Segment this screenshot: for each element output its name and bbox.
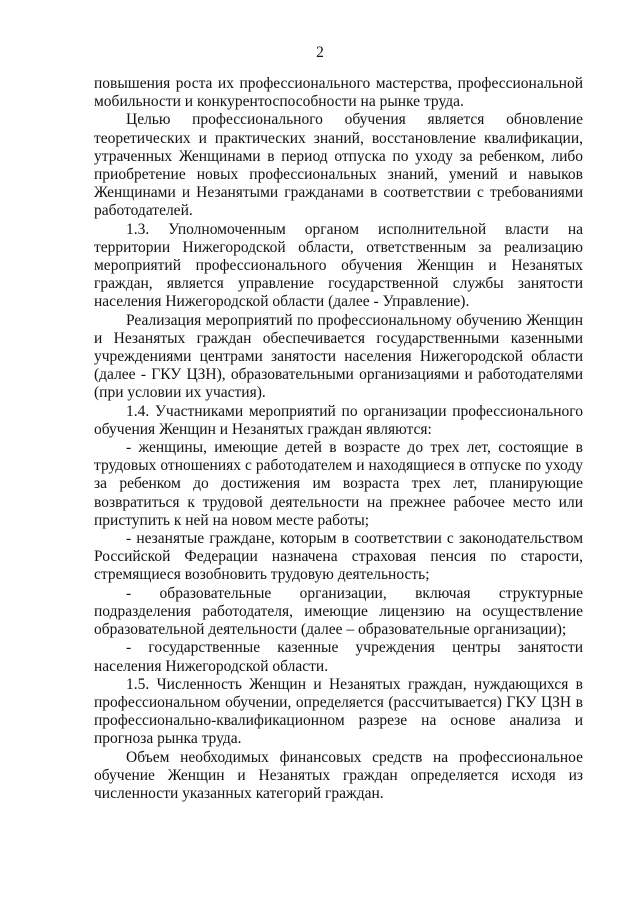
list-item-educational-orgs: - образовательные организации, включая структурные подразделения работодателя, имеющие лицензию на осуществление образовательной деятельности (далее – образовательные организации); [94,584,583,639]
paragraph-implementation: Реализация мероприятий по профессиональному обучению Женщин и Незанятых граждан обеспечивается государственными казенными учреждениями центрами занятости населения Нижегородской области (далее - ГКУ ЦЗН), образовательными организациями и работодателями (при условии их участия). [94,311,583,402]
paragraph-1-4: 1.4. Участниками мероприятий по организации профессионального обучения Женщин и Незанятых граждан являются: [94,402,583,438]
list-item-employment-centers: - государственные казенные учреждения центры занятости населения Нижегородской области. [94,639,583,675]
paragraph-training-goal: Целью профессионального обучения является обновление теоретических и практических знаний, восстановление квалификации, утраченных Женщинами в период отпуска по уходу за ребенком, либо приобретение новых профессиональных знаний, умений и навыков Женщинами и Незанятыми гражданами в соответствии с требованиями работодателей. [94,111,583,220]
page-number: 2 [316,44,324,61]
list-item-unemployed: - незанятые граждане, которым в соответствии с законодательством Российской Федерации назначена страховая пенсия по старости, стремящиеся возобновить трудовую деятельность; [94,530,583,584]
paragraph-1-3: 1.3. Уполномоченным органом исполнительной власти на территории Нижегородской области, ответственным за реализацию мероприятий профессионального обучения Женщин и Незанятых граждан, является управление государственной службы занятости населения Нижегородской области (далее - Управление). [94,220,583,311]
document-body [94,75,583,803]
paragraph-continuation: повышения роста их профессионального мастерства, профессиональной мобильности и конкурентоспособности на рынке труда. [94,75,583,111]
paragraph-1-5: 1.5. Численность Женщин и Незанятых граждан, нуждающихся в профессиональном обучении, определяется (рассчитывается) ГКУ ЦЗН в профессионально-квалификационном разрезе на основе анализа и прогноза рынка труда. [94,675,583,748]
paragraph-funding: Объем необходимых финансовых средств на профессиональное обучение Женщин и Незанятых граждан определяется исходя из численности указанных категорий граждан. [94,748,583,802]
list-item-women: - женщины, имеющие детей в возрасте до трех лет, состоящие в трудовых отношениях с работодателем и находящиеся в отпуске по уходу за ребенком до достижения им возраста трех лет, планирующие возвратиться к трудовой деятельности на прежнее рабочее место или приступить к ней на новом месте работы; [94,439,583,529]
